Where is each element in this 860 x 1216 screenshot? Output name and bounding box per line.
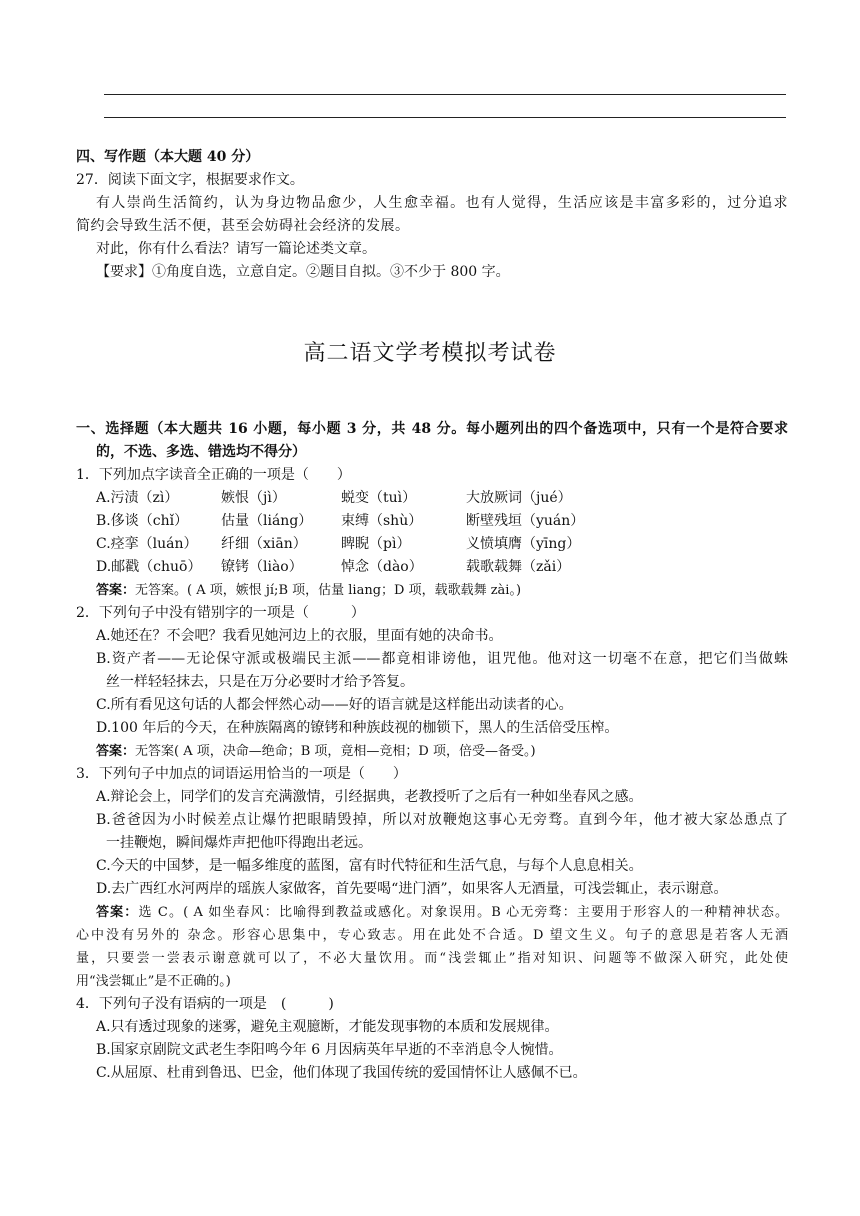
option-item: 嫉恨（jì） (221, 490, 286, 506)
option-text: 一挂鞭炮，瞬间爆炸声把他吓得跑出老远。 (106, 835, 372, 851)
answer-text: 量，只要尝一尝表示谢意就可以了，不必大量饮用。而“浅尝辄止”指对知识、问题等不做深入研究，此处使 (76, 951, 788, 966)
option-item: 义愤填膺（yīng） (466, 536, 581, 552)
answer-text: 无答案( A 项，决命—绝命；B 项，竟相—竞相；D 项，倍受—备受。) (135, 744, 536, 759)
option-text: B.爸爸因为小时候差点让爆竹把眼睛毁掉，所以对放鞭炮这事心无旁骛。直到今年，他才被大家怂恿点了 (96, 812, 788, 828)
section-heading: 四、写作题（本大题 40 分） (76, 149, 260, 165)
option-text: A.辩论会上，同学们的发言充满激情，引经据典，老教授听了之后有一种如坐春风之感。 (96, 789, 643, 805)
question-stem: 4．下列句子没有语病的一项是 ( ) (76, 996, 334, 1012)
option-item: 镣铐（liào） (221, 559, 303, 575)
question-stem: 3．下列句子中加点的词语运用恰当的一项是（ ） (76, 766, 407, 782)
option-text: B.国家京剧院文武老生李阳鸣今年 6 月因病英年早逝的不幸消息令人惋惜。 (96, 1042, 563, 1058)
answer-label: 答案： (96, 583, 136, 598)
option-item: 悼念（dào） (341, 559, 423, 575)
option-row (76, 556, 788, 579)
option-row (76, 533, 788, 556)
option-row (76, 487, 788, 510)
writing-prompt: 对此，你有什么看法？请写一篇论述类文章。 (96, 241, 376, 257)
option-item: B.侈谈（chǐ） (96, 513, 189, 529)
option-item: 断壁残垣（yuán） (466, 513, 585, 529)
option-text: D.100 年后的今天，在种族隔离的镣铐和种族歧视的枷锁下，黑人的生活倍受压榨。 (96, 720, 619, 736)
question-stem: 27．阅读下面文字，根据要求作文。 (76, 172, 304, 188)
option-row (76, 510, 788, 533)
option-item: 估量（liáng） (221, 513, 313, 529)
option-item: 睥睨（pì） (341, 536, 411, 552)
section-writing (76, 146, 788, 284)
answer-line-1 (104, 94, 786, 95)
option-item: C.痉挛（luán） (96, 536, 198, 552)
answer-label: 答案： (96, 905, 139, 920)
passage-text: 简约会导致生活不便，甚至会妨碍社会经济的发展。 (76, 218, 410, 234)
option-text: A.她还在？不会吧？我看见她河边上的衣服，里面有她的决命书。 (96, 628, 503, 644)
option-item: 大放厥词（jué） (466, 490, 572, 506)
answer-text: 用“浅尝辄止”是不正确的。) (76, 974, 231, 989)
option-text: 丝一样轻轻抹去，只是在万分必要时才给予答复。 (106, 674, 414, 690)
answer-text: 无答案。( A 项，嫉恨 jí;B 项，估量 liang；D 项，载歌载舞 zài。) (135, 583, 522, 598)
option-item: 纤细（xiān） (221, 536, 307, 552)
answer-label: 答案： (96, 744, 136, 759)
option-text: C.所有看见这句话的人都会怦然心动——好的语言就是这样能出动读者的心。 (96, 697, 573, 713)
option-item: A.污渍（zì） (96, 490, 179, 506)
answer-note (76, 901, 788, 924)
section-heading: 一、选择题（本大题共 16 小题，每小题 3 分，共 48 分。每小题列出的四个备选项中，只有一个是符合要求 (76, 421, 788, 437)
option-item: 束缚（shù） (341, 513, 423, 529)
option-text: C.从屈原、杜甫到鲁迅、巴金，他们体现了我国传统的爱国情怀让人感佩不已。 (96, 1065, 587, 1081)
option-item: 载歌载舞（zǎi） (466, 559, 571, 575)
answer-line-2 (104, 117, 786, 118)
answer-text: 心中没有另外的 杂念。形容心思集中，专心致志。用在此处不合适。D 望文生义。句子的意思是若客人无酒 (76, 928, 788, 943)
question-stem: 1．下列加点字读音全正确的一项是（ ） (76, 467, 351, 483)
answer-note (76, 740, 788, 763)
option-text: C.今天的中国梦，是一幅多维度的蓝图，富有时代特征和生活气息，与每个人息息相关。 (96, 858, 643, 874)
option-text: D.去广西红水河两岸的瑶族人家做客，首先要喝“进门酒”，如果客人无酒量，可浅尝辄止，表示谢意。 (96, 881, 728, 897)
section-heading: 的，不选、多选、错选均不得分） (96, 444, 306, 460)
option-item: 蜕变（tuì） (341, 490, 417, 506)
question-stem: 2．下列句子中没有错别字的一项是（ ） (76, 605, 365, 621)
exam-title: 高二语文学考模拟考试卷 (303, 341, 557, 366)
passage-text: 有人崇尚生活简约，认为身边物品愈少，人生愈幸福。也有人觉得，生活应该是丰富多彩的，过分追求 (96, 195, 788, 211)
option-text: A.只有透过现象的迷雾，避免主观臆断，才能发现事物的本质和发展规律。 (96, 1019, 559, 1035)
answer-text: 选 C。( A 如坐春风：比喻得到教益或感化。对象误用。B 心无旁骛：主要用于形容人的一种精神状态。 (138, 905, 788, 920)
section-choice (76, 418, 788, 1085)
option-text: B.资产者——无论保守派或极端民主派——都竟相诽谤他，诅咒他。他对这一切毫不在意，把它们当做蛛 (96, 651, 788, 667)
writing-requirement: 【要求】①角度自选，立意自定。②题目自拟。③不少于 800 字。 (96, 264, 510, 280)
option-item: D.邮戳（chuō） (96, 559, 202, 575)
answer-note (76, 579, 788, 602)
